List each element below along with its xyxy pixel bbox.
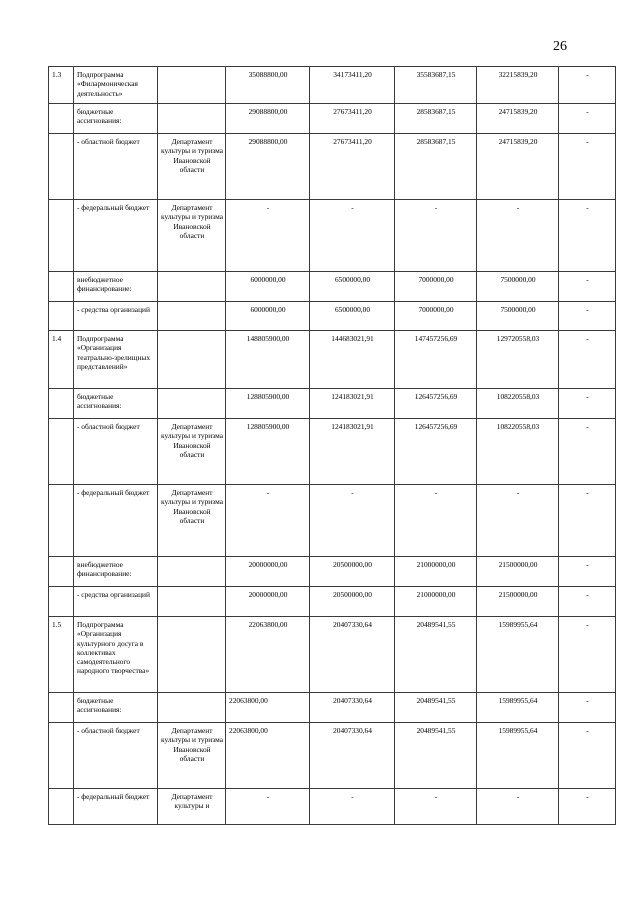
row-executor [158, 587, 226, 617]
row-value-4: 32215839,20 [477, 67, 559, 104]
row-value-1: - [226, 789, 310, 825]
row-value-3: 35583687,15 [395, 67, 477, 104]
row-name: бюджетные ассигнования: [74, 693, 158, 723]
row-value-2: 27673411,20 [310, 134, 395, 200]
row-value-3: - [395, 789, 477, 825]
row-number [49, 302, 74, 331]
row-name: внебюджетное финансирование: [74, 272, 158, 302]
row-executor [158, 272, 226, 302]
row-value-3: 7000000,00 [395, 302, 477, 331]
row-value-5: - [559, 485, 616, 557]
row-value-3: 126457256,69 [395, 419, 477, 485]
row-name: - федеральный бюджет [74, 789, 158, 825]
row-executor: Департамент культуры и туризма Ивановской области [158, 419, 226, 485]
row-value-1: - [226, 200, 310, 272]
row-name: - средства организаций [74, 587, 158, 617]
row-number [49, 419, 74, 485]
row-value-4: 7500000,00 [477, 272, 559, 302]
row-value-5: - [559, 331, 616, 389]
row-value-3: 21000000,00 [395, 557, 477, 587]
row-name: Подпрограмма «Филармоническая деятельность» [74, 67, 158, 104]
row-value-1: 22063800,00 [226, 693, 310, 723]
row-name: - областной бюджет [74, 723, 158, 789]
row-value-3: 28583687,15 [395, 134, 477, 200]
row-value-4: 21500000,00 [477, 557, 559, 587]
row-name: бюджетные ассигнования: [74, 104, 158, 134]
row-value-3: 28583687,15 [395, 104, 477, 134]
table-row [49, 617, 616, 693]
row-value-3: 126457256,69 [395, 389, 477, 419]
row-value-5: - [559, 419, 616, 485]
row-value-2: 144683021,91 [310, 331, 395, 389]
table-row [49, 272, 616, 302]
row-value-1: 22063800,00 [226, 723, 310, 789]
table-row [49, 419, 616, 485]
table-row [49, 485, 616, 557]
table-row [49, 789, 616, 825]
row-value-3: 20489541,55 [395, 617, 477, 693]
row-value-4: - [477, 200, 559, 272]
row-number [49, 485, 74, 557]
row-value-1: 29088800,00 [226, 104, 310, 134]
row-name: - федеральный бюджет [74, 485, 158, 557]
row-value-4: 24715839,20 [477, 134, 559, 200]
row-value-1: 20000000,00 [226, 587, 310, 617]
row-value-4: 15989955,64 [477, 723, 559, 789]
row-executor: Департамент культуры и туризма Ивановской области [158, 723, 226, 789]
row-value-2: 6500000,00 [310, 272, 395, 302]
row-number [49, 104, 74, 134]
row-name: - областной бюджет [74, 419, 158, 485]
row-executor [158, 617, 226, 693]
row-name: бюджетные ассигнования: [74, 389, 158, 419]
row-value-1: 35088800,00 [226, 67, 310, 104]
budget-table [48, 66, 616, 825]
row-value-3: - [395, 200, 477, 272]
row-number: 1.3 [49, 67, 74, 104]
row-value-3: 21000000,00 [395, 587, 477, 617]
row-value-1: 29088800,00 [226, 134, 310, 200]
table-row [49, 134, 616, 200]
row-name: Подпрограмма «Организация театрально-зрелищных представлений» [74, 331, 158, 389]
row-value-5: - [559, 389, 616, 419]
row-executor [158, 389, 226, 419]
row-executor: Департамент культуры и туризма Ивановской области [158, 485, 226, 557]
row-value-2: - [310, 485, 395, 557]
row-value-4: 108220558,03 [477, 389, 559, 419]
page-number: 26 [553, 39, 567, 54]
row-value-5: - [559, 557, 616, 587]
row-value-5: - [559, 200, 616, 272]
table-row [49, 302, 616, 331]
row-value-5: - [559, 723, 616, 789]
row-value-4: 108220558,03 [477, 419, 559, 485]
row-value-1: 148805900,00 [226, 331, 310, 389]
row-value-4: 21500000,00 [477, 587, 559, 617]
row-value-2: 20407330,64 [310, 617, 395, 693]
table-row [49, 331, 616, 389]
row-number [49, 272, 74, 302]
table-row [49, 104, 616, 134]
row-value-2: - [310, 789, 395, 825]
row-executor: Департамент культуры и [158, 789, 226, 825]
row-name: - средства организаций [74, 302, 158, 331]
row-value-2: 124183021,91 [310, 389, 395, 419]
table-row [49, 587, 616, 617]
row-number [49, 789, 74, 825]
row-value-2: - [310, 200, 395, 272]
row-value-1: 22063800,00 [226, 617, 310, 693]
row-value-1: 128805900,00 [226, 419, 310, 485]
row-value-2: 34173411,20 [310, 67, 395, 104]
row-value-2: 20500000,00 [310, 587, 395, 617]
row-number [49, 200, 74, 272]
row-value-4: 15989955,64 [477, 693, 559, 723]
row-value-2: 20407330,64 [310, 693, 395, 723]
table-row [49, 389, 616, 419]
row-executor [158, 104, 226, 134]
row-value-5: - [559, 693, 616, 723]
row-number [49, 587, 74, 617]
row-value-5: - [559, 104, 616, 134]
row-executor [158, 693, 226, 723]
row-number [49, 723, 74, 789]
row-value-2: 20407330,64 [310, 723, 395, 789]
row-name: - федеральный бюджет [74, 200, 158, 272]
row-value-5: - [559, 302, 616, 331]
row-value-5: - [559, 272, 616, 302]
table-row [49, 557, 616, 587]
row-value-4: 24715839,20 [477, 104, 559, 134]
row-value-4: 15989955,64 [477, 617, 559, 693]
row-executor: Департамент культуры и туризма Ивановской области [158, 134, 226, 200]
row-value-2: 124183021,91 [310, 419, 395, 485]
row-executor [158, 302, 226, 331]
row-number: 1.4 [49, 331, 74, 389]
row-value-3: 20489541,55 [395, 723, 477, 789]
row-number: 1.5 [49, 617, 74, 693]
row-value-2: 20500000,00 [310, 557, 395, 587]
row-value-1: 128805900,00 [226, 389, 310, 419]
row-value-1: 6000000,00 [226, 302, 310, 331]
row-value-5: - [559, 617, 616, 693]
row-executor [158, 557, 226, 587]
row-value-3: 7000000,00 [395, 272, 477, 302]
row-value-3: 20489541,55 [395, 693, 477, 723]
row-value-1: 6000000,00 [226, 272, 310, 302]
row-number [49, 557, 74, 587]
table-row [49, 67, 616, 104]
row-number [49, 693, 74, 723]
row-value-2: 27673411,20 [310, 104, 395, 134]
table-row [49, 723, 616, 789]
row-value-5: - [559, 789, 616, 825]
row-executor: Департамент культуры и туризма Ивановской области [158, 200, 226, 272]
row-value-4: - [477, 485, 559, 557]
row-number [49, 389, 74, 419]
row-name: - областной бюджет [74, 134, 158, 200]
row-value-5: - [559, 587, 616, 617]
row-name: Подпрограмма «Организация культурного досуга в коллективах самодеятельного народного творчества» [74, 617, 158, 693]
table-row [49, 200, 616, 272]
row-executor [158, 67, 226, 104]
table-row [49, 693, 616, 723]
row-number [49, 134, 74, 200]
row-value-3: - [395, 485, 477, 557]
row-value-1: 20000000,00 [226, 557, 310, 587]
row-value-4: 7500000,00 [477, 302, 559, 331]
row-value-5: - [559, 134, 616, 200]
row-value-4: 129720558,03 [477, 331, 559, 389]
row-value-1: - [226, 485, 310, 557]
row-name: внебюджетное финансирование: [74, 557, 158, 587]
row-value-2: 6500000,00 [310, 302, 395, 331]
row-value-3: 147457256,69 [395, 331, 477, 389]
row-value-4: - [477, 789, 559, 825]
row-value-5: - [559, 67, 616, 104]
row-executor [158, 331, 226, 389]
